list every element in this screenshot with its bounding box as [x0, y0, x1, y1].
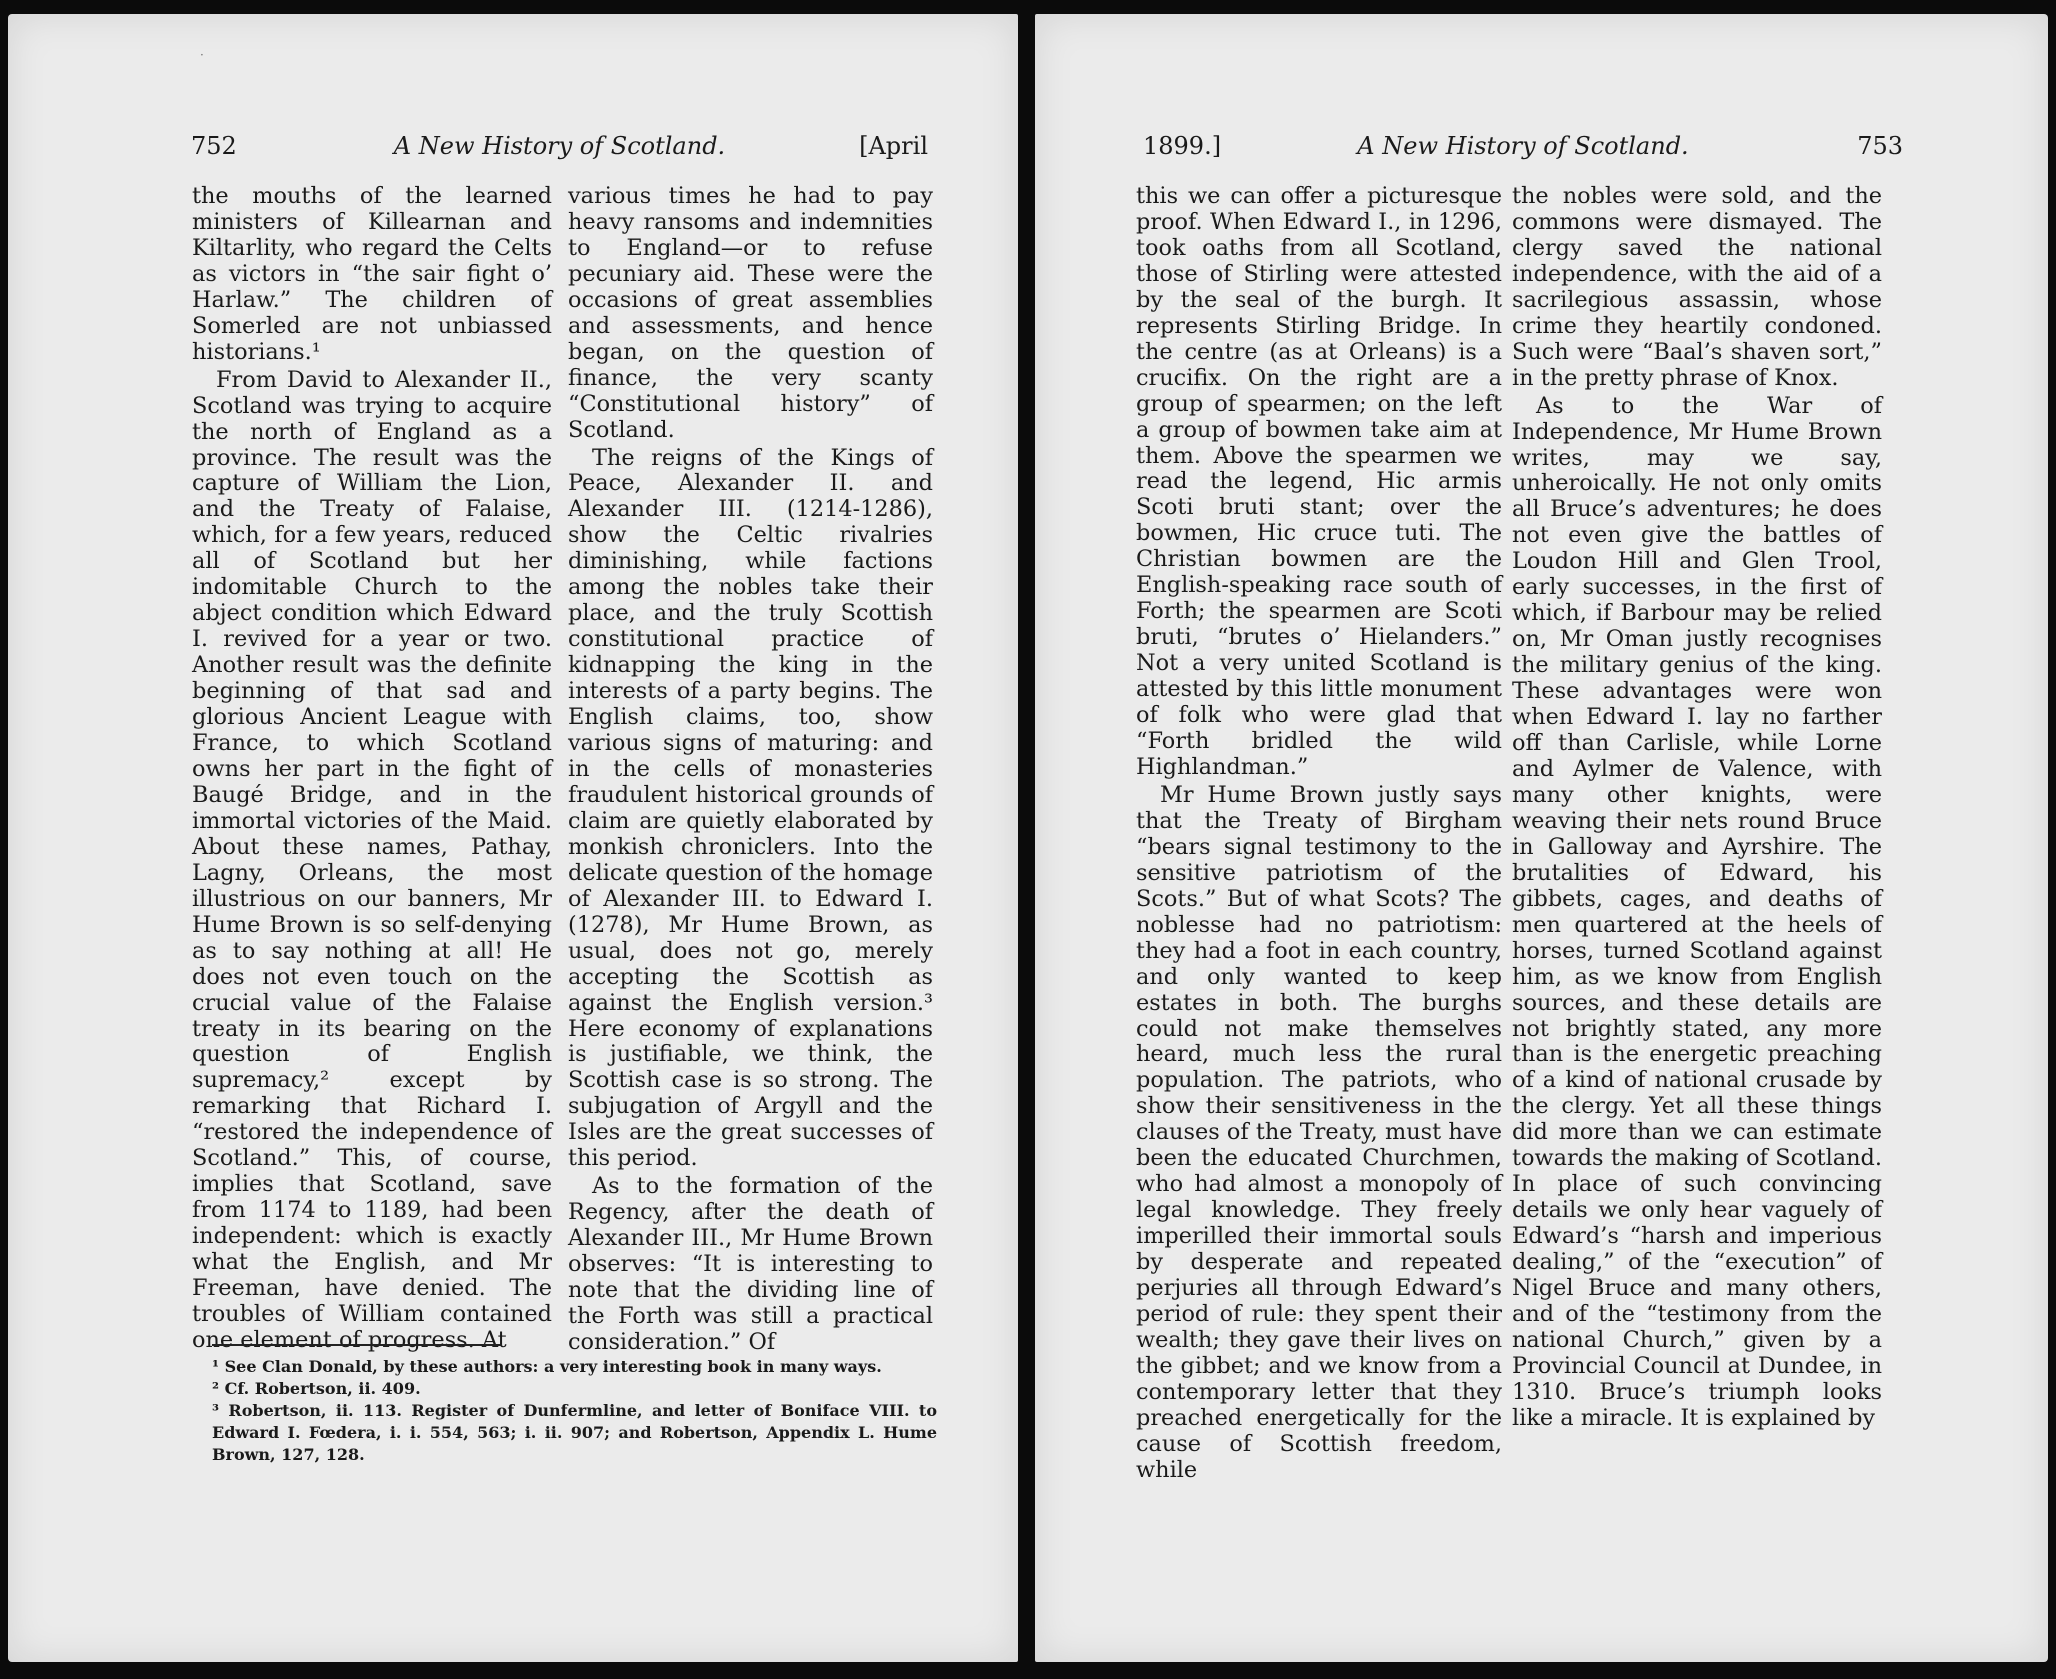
- page-number-right: 753: [1857, 132, 1903, 160]
- left-column-1: [192, 184, 552, 1354]
- paragraph: From David to Alexander II., Scotland was trying to acquire the north of England as a province. The result was the capture of William the Lion, and the Treaty of Falaise, which, for a few years, reduced all of Scotland but her indomitable Church to the abject condition which Edward I. revived for a year or two. Another result was the definite beginning of that sad and glorious Ancient League with France, to which Scotland owns her part in the fight of Baugé Bridge, and in the immortal victories of the Maid. About these names, Pathay, Lagny, Orleans, the most illustrious on our banners, Mr Hume Brown is so self-denying as to say nothing at all! He does not even touch on the crucial value of the Falaise treaty in its bearing on the question of English supremacy,² except by remarking that Richard I. “restored the independence of Scotland.” This, of course, implies that Scotland, save from 1174 to 1189, had been independent: which is exactly what the English, and Mr Freeman, have denied. The troubles of William contained one element of progress. At: [192, 366, 552, 1353]
- running-date-right: 1899.]: [1143, 132, 1222, 160]
- paragraph: As to the War of Independence, Mr Hume Brown writes, may we say, unheroically. He not only omits all Bruce’s adventures; he does not even give the battles of Loudon Hill and Glen Trool, early successes, in the first of which, if Barbour may be relied on, Mr Oman justly recognises the military genius of the king. These advantages were won when Edward I. lay no farther off than Carlisle, while Lorne and Aylmer de Valence, with many other knights, were weaving their nets round Bruce in Galloway and Ayrshire. The brutalities of Edward, his gibbets, cages, and deaths of men quartered at the heels of horses, turned Scotland against him, as we know from English sources, and these details are not brightly stated, any more than is the energetic preaching of a kind of national crusade by the clergy. Yet all these things did more than we can estimate towards the making of Scotland. In place of such convincing details we only hear vaguely of Edward’s “harsh and imperious dealing,” of the “execution” of Nigel Bruce and many others, and of the “testimony from the national Church,” given by a Provincial Council at Dundee, in 1310. Bruce’s triumph looks like a miracle. It is explained by: [1512, 392, 1882, 1431]
- footnote: ³ Robertson, ii. 113. Register of Dunfermline, and letter of Boniface VIII. to Edward I. Fœdera, i. i. 554, 563; i. ii. 907; and Robertson, Appendix L. Hume Brown, 127, 128.: [212, 1401, 937, 1464]
- footnote: ¹ See Clan Donald, by these authors: a very interesting book in many ways.: [212, 1357, 882, 1376]
- page-number-left: 752: [191, 132, 237, 160]
- left-running-head: [191, 126, 928, 166]
- paper-speck: ·: [200, 48, 204, 62]
- right-column-2: [1512, 184, 1882, 1432]
- book-gutter: [1018, 0, 1035, 1679]
- right-page: [1035, 14, 2048, 1662]
- paragraph: the nobles were sold, and the commons were dismayed. The clergy saved the national independence, with the aid of a sacrilegious assassin, whose crime they heartily condoned. Such were “Baal’s shaven sort,” in the pretty phrase of Knox.: [1512, 183, 1882, 391]
- right-column-1: [1136, 184, 1502, 1484]
- paragraph: various times he had to pay heavy ransoms and indemnities to England—or to refuse pecuniary aid. These were the occasions of great assemblies and assessments, and hence began, on the question of finance, the very scanty “Constitutional history” of Scotland.: [568, 183, 933, 443]
- paragraph: this we can offer a picturesque proof. When Edward I., in 1296, took oaths from all Scotland, those of Stirling were attested by the seal of the burgh. It represents Stirling Bridge. In the centre (as at Orleans) is a crucifix. On the right are a group of spearmen; on the left a group of bowmen take aim at them. Above the spearmen we read the legend, Hic armis Scoti bruti stant; over the bowmen, Hic cruce tuti. The Christian bowmen are the English-speaking race south of Forth; the spearmen are Scoti bruti, “brutes o’ Hielanders.” Not a very united Scotland is attested by this little monument of folk who were glad that “Forth bridled the wild Highlandman.”: [1136, 183, 1502, 780]
- running-date-left: [April: [859, 132, 928, 160]
- left-page: [8, 14, 1018, 1662]
- paragraph: The reigns of the Kings of Peace, Alexander II. and Alexander III. (1214-1286), show the Celtic rivalries diminishing, while factions among the nobles take their place, and the truly Scottish constitutional practice of kidnapping the king in the interests of a party begins. The English claims, too, show various signs of maturing: and in the cells of monasteries fraudulent historical grounds of claim are quietly elaborated by monkish chroniclers. Into the delicate question of the homage of Alexander III. to Edward I. (1278), Mr Hume Brown, as usual, does not go, merely accepting the Scottish as against the English version.³ Here economy of explanations is justifiable, we think, the Scottish case is so strong. The subjugation of Argyll and the Isles are the great successes of this period.: [568, 444, 933, 1172]
- paragraph: the mouths of the learned ministers of Killearnan and Kiltarlity, who regard the Celts as victors in “the sair fight o’ Harlaw.” The children of Somerled are not unbiassed historians.¹: [192, 183, 552, 365]
- left-column-2: [568, 184, 933, 1356]
- footnotes: [212, 1356, 937, 1466]
- running-title-left: A New History of Scotland.: [393, 132, 726, 160]
- footnote-rule: [212, 1344, 502, 1346]
- paragraph: Mr Hume Brown justly says that the Treaty of Birgham “bears signal testimony to the sensitive patriotism of the Scots.” But of what Scots? The noblesse had no patriotism: they had a foot in each country, and only wanted to keep estates in both. The burghs could not make themselves heard, much less the rural population. The patriots, who show their sensitiveness in the clauses of the Treaty, must have been the educated Churchmen, who had almost a monopoly of legal knowledge. They freely imperilled their immortal souls by desperate and repeated perjuries all through Edward’s period of rule: they spent their wealth; they gave their lives on the gibbet; and we know from a contemporary letter that they preached energetically for the cause of Scottish freedom, while: [1136, 781, 1502, 1483]
- running-title-right: A New History of Scotland.: [1357, 132, 1689, 160]
- footnote: ² Cf. Robertson, ii. 409.: [212, 1379, 421, 1398]
- paragraph: As to the formation of the Regency, after the death of Alexander III., Mr Hume Brown observes: “It is interesting to note that the dividing line of the Forth was still a practical consideration.” Of: [568, 1173, 933, 1355]
- right-running-head: [1143, 126, 1903, 166]
